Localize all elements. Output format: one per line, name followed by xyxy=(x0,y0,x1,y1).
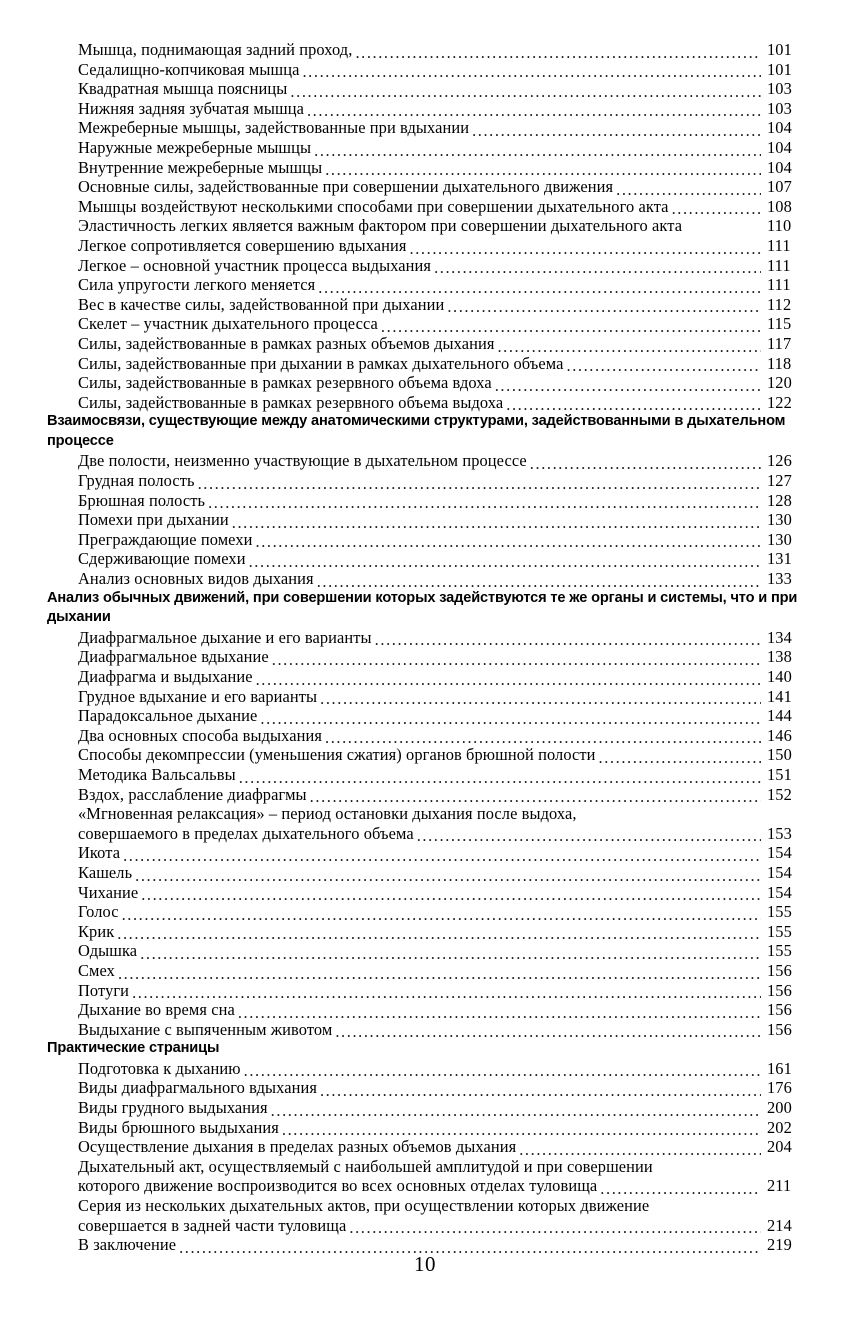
toc-entry[interactable] xyxy=(47,158,803,178)
toc-entry-page: 176 xyxy=(767,1078,792,1098)
toc-entry-page: 127 xyxy=(767,471,792,491)
toc-entry[interactable] xyxy=(47,216,803,236)
toc-entry[interactable] xyxy=(47,99,803,119)
toc-entry-label: Подготовка к дыханию xyxy=(78,1058,241,1078)
toc-entry-label: Помехи при дыхании xyxy=(78,510,229,530)
toc-entry-page: 211 xyxy=(767,1176,792,1196)
toc-entry[interactable] xyxy=(47,393,803,413)
dot-leader xyxy=(381,320,761,334)
toc-entry[interactable] xyxy=(47,40,803,60)
toc-entry[interactable] xyxy=(47,628,803,648)
toc-entry-page: 204 xyxy=(767,1137,792,1157)
toc-entry[interactable] xyxy=(47,530,803,550)
toc-entry-label: Седалищно-копчиковая мышца xyxy=(78,59,300,79)
page-number: 10 xyxy=(414,1252,436,1276)
dot-leader xyxy=(282,1123,761,1137)
toc-entry[interactable] xyxy=(47,1118,803,1138)
toc-entry-label: Нижняя задняя зубчатая мышца xyxy=(78,98,304,118)
dot-leader xyxy=(519,1143,761,1157)
toc-entry-label: Анализ основных видов дыхания xyxy=(78,569,314,589)
toc-entry[interactable] xyxy=(47,138,803,158)
toc-entry[interactable] xyxy=(47,471,803,491)
toc-entry-label: Две полости, неизменно участвующие в дыхательном процессе xyxy=(78,451,527,471)
dot-leader xyxy=(325,731,761,745)
toc-entry-label: Мышцы воздействуют несколькими способами при совершении дыхательного акта xyxy=(78,196,669,216)
toc-entry-page: 141 xyxy=(767,686,792,706)
toc-entry-page: 144 xyxy=(767,706,792,726)
toc-entry-page: 156 xyxy=(767,1000,792,1020)
toc-entry-label-continued: совершаемого в пределах дыхательного объема xyxy=(78,823,414,843)
toc-entry-page: 101 xyxy=(767,59,792,79)
toc-entry[interactable] xyxy=(47,334,803,354)
toc-entry-page: 161 xyxy=(767,1058,792,1078)
dot-leader xyxy=(335,1025,761,1039)
toc-entry-page: 111 xyxy=(767,235,791,255)
toc-entry[interactable] xyxy=(47,118,803,138)
toc-entry-page: 117 xyxy=(767,333,792,353)
toc-entry-label: Силы, задействованные в рамках разных объемов дыхания xyxy=(78,333,495,353)
toc-entry-label: Наружные межреберные мышцы xyxy=(78,137,312,157)
toc-entry-label: Силы, задействованные в рамках резервного объема вдоха xyxy=(78,373,492,393)
toc-entry-page: 134 xyxy=(767,627,792,647)
toc-entry-page: 156 xyxy=(767,1019,792,1039)
toc-entry[interactable] xyxy=(47,941,803,961)
dot-leader xyxy=(672,202,761,216)
dot-leader xyxy=(118,967,761,981)
toc-entry-page: 150 xyxy=(767,745,792,765)
dot-leader xyxy=(256,673,761,687)
toc-entry-page: 138 xyxy=(767,647,792,667)
toc-entry-label: Брюшная полость xyxy=(78,490,206,510)
toc-entry-page: 130 xyxy=(767,510,792,530)
toc-entry[interactable] xyxy=(47,314,803,334)
toc-entry-page: 104 xyxy=(767,118,792,138)
toc-entry[interactable] xyxy=(47,275,803,295)
toc-entry-label: Виды брюшного выдыхания xyxy=(78,1117,279,1137)
toc-entry-label: Внутренние межреберные мышцы xyxy=(78,157,323,177)
toc-entry-label: Мышца, поднимающая задний проход, xyxy=(78,40,353,59)
dot-leader xyxy=(325,163,761,177)
toc-entry[interactable] xyxy=(47,647,803,667)
toc-entry[interactable] xyxy=(47,1137,803,1157)
toc-entry-page: 146 xyxy=(767,725,792,745)
toc-entry-label: Голос xyxy=(78,902,119,922)
dot-leader xyxy=(132,986,761,1000)
dot-leader xyxy=(318,281,761,295)
toc-entry[interactable] xyxy=(47,863,803,883)
toc-entry-label: Скелет – участник дыхательного процесса xyxy=(78,314,378,334)
toc-entry-label: Парадоксальное дыхание xyxy=(78,706,258,726)
toc-entry-page: 110 xyxy=(767,216,792,236)
toc-entry-page: 154 xyxy=(767,882,792,902)
dot-leader xyxy=(599,751,761,765)
section-heading: Анализ обычных движений, при совершении которых задействуются те же органы и системы, что и при дыхании xyxy=(47,589,798,626)
toc-entry[interactable] xyxy=(47,1000,803,1020)
toc-entry-label: Чихание xyxy=(78,882,139,902)
toc-entry-page: 108 xyxy=(767,196,792,216)
toc-entry-page: 131 xyxy=(767,549,792,569)
toc-entry-page: 122 xyxy=(767,392,792,412)
toc-entry[interactable] xyxy=(47,1059,803,1079)
dot-leader xyxy=(140,947,761,961)
dot-leader xyxy=(417,829,761,843)
toc-entry[interactable] xyxy=(47,902,803,922)
toc-entry[interactable] xyxy=(47,197,803,217)
dot-leader xyxy=(314,144,761,158)
dot-leader xyxy=(272,653,761,667)
dot-leader xyxy=(616,183,761,197)
toc-entry-page: 155 xyxy=(767,902,792,922)
dot-leader xyxy=(307,104,761,118)
toc-entry-label: Виды диафрагмального вдыхания xyxy=(78,1078,317,1098)
dot-leader xyxy=(317,575,761,589)
toc-entry-label: Грудное вдыхание и его варианты xyxy=(78,686,318,706)
toc-entry-label: Вес в качестве силы, задействованной при дыхании xyxy=(78,294,445,314)
dot-leader xyxy=(497,340,761,354)
toc-entry-page: 104 xyxy=(767,137,792,157)
toc-entry[interactable] xyxy=(47,922,803,942)
toc-entry-label: Силы, задействованные в рамках резервного объема выдоха xyxy=(78,392,504,412)
toc-entry-label: Крик xyxy=(78,921,115,941)
dot-leader xyxy=(198,477,761,491)
dot-leader xyxy=(495,379,761,393)
toc-entry[interactable] xyxy=(47,549,803,569)
toc-entry[interactable] xyxy=(47,1078,803,1098)
toc-entry-label: Легкое – основной участник процесса выдыхания xyxy=(78,255,432,275)
dot-leader xyxy=(355,46,761,60)
dot-leader xyxy=(208,496,761,510)
toc-entry-page: 140 xyxy=(767,667,792,686)
toc-entry[interactable] xyxy=(47,79,803,99)
toc-entry-label: Методика Вальсальвы xyxy=(78,764,236,784)
toc-entry-page: 153 xyxy=(767,823,792,843)
toc-entry[interactable] xyxy=(47,981,803,1001)
dot-leader xyxy=(310,790,761,804)
toc-entry[interactable] xyxy=(47,1157,803,1196)
toc-entry-label: Два основных способа выдыхания xyxy=(78,725,323,745)
dot-leader xyxy=(256,535,761,549)
toc-entry-label: Легкое сопротивляется совершению вдыхания xyxy=(78,235,407,255)
toc-entry-page: 219 xyxy=(767,1235,792,1255)
dot-leader xyxy=(472,124,761,138)
toc-entry[interactable] xyxy=(47,236,803,256)
dot-leader xyxy=(600,1182,761,1196)
toc-entry-page: 115 xyxy=(767,314,792,334)
toc-entry[interactable] xyxy=(47,785,803,805)
toc-entry-page: 112 xyxy=(767,294,792,314)
toc-entry-label: В заключение xyxy=(78,1235,177,1255)
toc-entry-page: 103 xyxy=(767,98,792,118)
toc-entry[interactable] xyxy=(47,510,803,530)
toc-entry-label: Потуги xyxy=(78,980,130,1000)
toc-entry-label: Межреберные мышцы, задействованные при вдыхании xyxy=(78,118,470,138)
toc-entry[interactable] xyxy=(47,60,803,80)
toc-entry-label: Основные силы, задействованные при совершении дыхательного движения xyxy=(78,177,614,197)
toc-entry-label: Силы, задействованные при дыхании в рамках дыхательного объема xyxy=(78,353,564,373)
dot-leader xyxy=(271,1104,761,1118)
toc-entry-label: Кашель xyxy=(78,862,133,882)
toc-entry-label: Диафрагма и выдыхание xyxy=(78,667,253,686)
toc-entry-label: Икота xyxy=(78,843,121,863)
dot-leader xyxy=(434,261,761,275)
toc-entry[interactable] xyxy=(47,667,803,687)
toc-entry-label-continued: которого движение воспроизводится во всех основных отделах туловища xyxy=(78,1176,598,1196)
dot-leader xyxy=(447,300,761,314)
toc-entry-label: Сила упругости легкого меняется xyxy=(78,275,316,295)
dot-leader xyxy=(375,633,761,647)
toc-entry-page: 130 xyxy=(767,529,792,549)
dot-leader xyxy=(506,398,761,412)
dot-leader xyxy=(530,457,761,471)
dot-leader xyxy=(122,908,761,922)
toc-entry-page: 128 xyxy=(767,490,792,510)
toc-entry-page: 111 xyxy=(767,255,791,275)
toc-entry-label: Грудная полость xyxy=(78,471,195,491)
table-of-contents xyxy=(47,40,803,1255)
dot-leader xyxy=(349,1221,761,1235)
toc-entry-page: 151 xyxy=(767,764,792,784)
toc-entry-page: 103 xyxy=(767,79,792,99)
toc-entry-page: 154 xyxy=(767,862,792,882)
toc-entry-page: 111 xyxy=(767,275,791,295)
toc-entry-label: Квадратная мышца поясницы xyxy=(78,79,288,99)
toc-entry[interactable] xyxy=(47,843,803,863)
toc-entry-page: 202 xyxy=(767,1117,792,1137)
toc-entry-page: 156 xyxy=(767,980,792,1000)
toc-entry-page: 133 xyxy=(767,569,792,589)
toc-entry[interactable] xyxy=(47,491,803,511)
toc-entry-page: 101 xyxy=(767,40,792,59)
toc-entry[interactable] xyxy=(47,961,803,981)
dot-leader xyxy=(290,85,761,99)
toc-entry[interactable] xyxy=(47,373,803,393)
toc-entry-label: «Мгновенная релаксация» – период остановки дыхания после выдоха, xyxy=(78,804,577,824)
toc-entry-page: 214 xyxy=(767,1215,792,1235)
toc-entry-label: Диафрагмальное дыхание и его варианты xyxy=(78,627,372,647)
toc-entry-page: 156 xyxy=(767,960,792,980)
toc-entry[interactable] xyxy=(47,687,803,707)
toc-entry-label: Серия из нескольких дыхательных актов, при осуществлении которых движение xyxy=(78,1196,650,1216)
dot-leader xyxy=(123,849,761,863)
toc-entry-label: Эластичность легких является важным фактором при совершении дыхательного акта xyxy=(78,216,683,236)
dot-leader xyxy=(238,1006,761,1020)
dot-leader xyxy=(244,1064,761,1078)
toc-entry[interactable] xyxy=(47,569,803,589)
toc-entry[interactable] xyxy=(47,765,803,785)
toc-entry[interactable] xyxy=(47,706,803,726)
toc-entry[interactable] xyxy=(47,451,803,471)
toc-entry[interactable] xyxy=(47,1020,803,1040)
toc-entry[interactable] xyxy=(47,177,803,197)
toc-entry-label: Сдерживающие помехи xyxy=(78,549,246,569)
toc-entry[interactable] xyxy=(47,745,803,765)
toc-entry[interactable] xyxy=(47,804,803,843)
toc-entry[interactable] xyxy=(47,883,803,903)
toc-entry-page: 152 xyxy=(767,784,792,804)
dot-leader xyxy=(117,927,761,941)
toc-entry-label: Способы декомпрессии (уменьшения сжатия) органов брюшной полости xyxy=(78,745,596,765)
dot-leader xyxy=(567,359,762,373)
dot-leader xyxy=(302,65,761,79)
toc-entry-label: Вздох, расслабление диафрагмы xyxy=(78,784,307,804)
toc-entry-label: Дыхательный акт, осуществляемый с наибольшей амплитудой и при совершении xyxy=(78,1156,653,1176)
section-heading: Взаимосвязи, существующие между анатомическими структурами, задействованными в дыхательном процессе xyxy=(47,413,786,449)
toc-entry-page: 155 xyxy=(767,941,792,961)
toc-entry[interactable] xyxy=(47,726,803,746)
toc-entry[interactable] xyxy=(47,1196,803,1235)
toc-entry-page: 155 xyxy=(767,921,792,941)
toc-entry-label: Осуществление дыхания в пределах разных объемов дыхания xyxy=(78,1137,517,1157)
toc-entry-label: Смех xyxy=(78,960,115,980)
dot-leader xyxy=(141,888,761,902)
dot-leader xyxy=(320,1084,761,1098)
dot-leader xyxy=(410,242,761,256)
toc-entry-page: 118 xyxy=(767,353,792,373)
toc-entry-page: 154 xyxy=(767,843,792,863)
toc-entry-page: 120 xyxy=(767,373,792,393)
dot-leader xyxy=(260,712,761,726)
toc-entry-page: 104 xyxy=(767,157,792,177)
toc-entry[interactable] xyxy=(47,354,803,374)
section-heading: Практические страницы xyxy=(47,1040,220,1057)
toc-entry[interactable] xyxy=(47,256,803,276)
dot-leader xyxy=(320,692,761,706)
dot-leader xyxy=(135,869,761,883)
toc-entry-label: Одышка xyxy=(78,941,138,961)
toc-entry-label-continued: совершается в задней части туловища xyxy=(78,1215,347,1235)
toc-entry-page: 200 xyxy=(767,1098,792,1118)
toc-entry-label: Диафрагмальное вдыхание xyxy=(78,647,269,667)
toc-entry-label: Виды грудного выдыхания xyxy=(78,1098,268,1118)
dot-leader xyxy=(249,555,761,569)
toc-entry-page: 126 xyxy=(767,451,792,471)
toc-entry-page: 107 xyxy=(767,177,792,197)
dot-leader xyxy=(232,516,761,530)
toc-entry-label: Дыхание во время сна xyxy=(78,1000,235,1020)
toc-entry-label: Выдыхание с выпяченным животом xyxy=(78,1019,333,1039)
dot-leader xyxy=(239,771,761,785)
toc-entry[interactable] xyxy=(47,295,803,315)
toc-entry-label: Преграждающие помехи xyxy=(78,529,253,549)
toc-entry[interactable] xyxy=(47,1098,803,1118)
